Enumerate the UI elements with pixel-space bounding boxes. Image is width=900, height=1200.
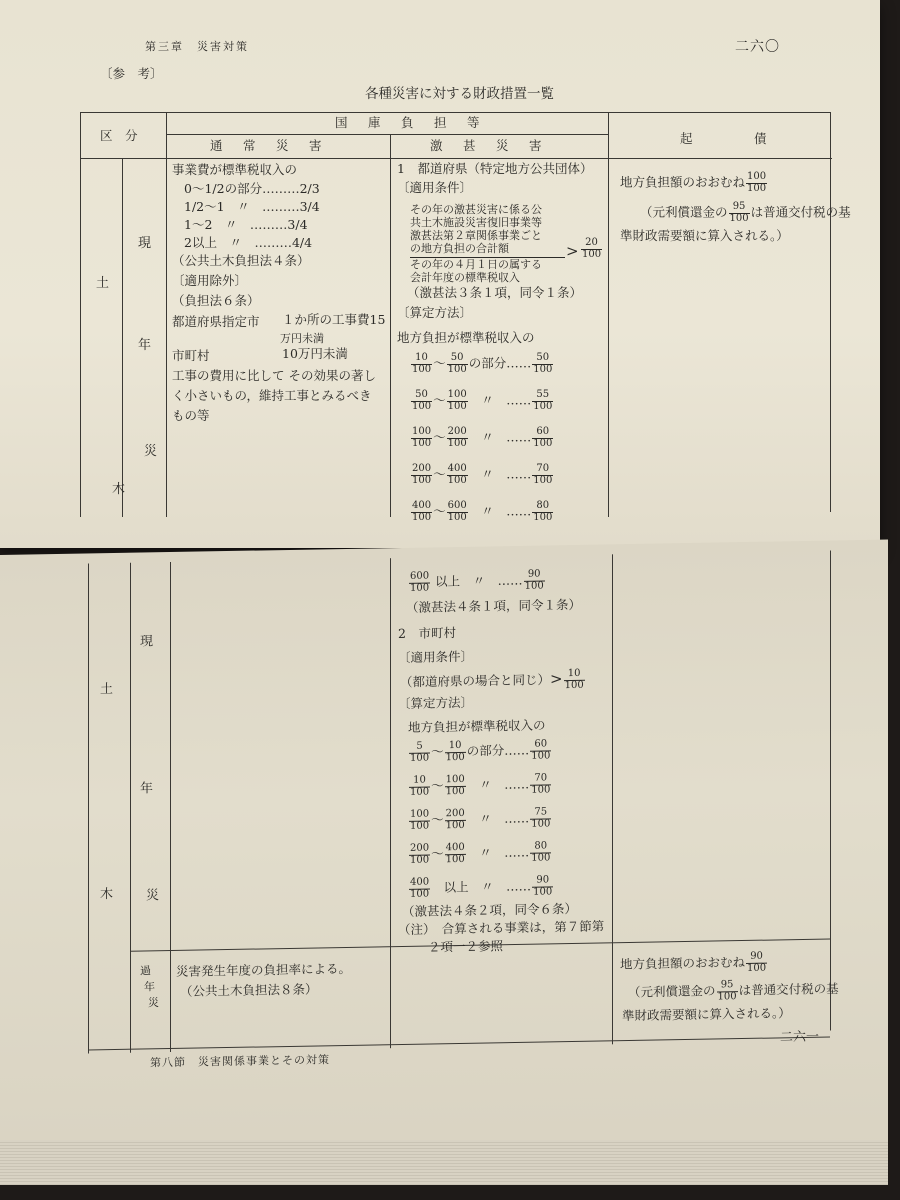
tsujo-pref-value-2: 万円未満 (280, 332, 324, 345)
top-page (0, 0, 880, 548)
leader-dots: …… (506, 466, 532, 482)
tilde: ～ (431, 811, 444, 827)
cont-law2: （激甚法４条２項，同令６条） (402, 900, 578, 919)
fraction-numerator: 90 (746, 952, 767, 964)
ditto-mark: 〃 (479, 844, 492, 861)
gekijin-cond-label: 〔適用条件〕 (397, 180, 473, 195)
running-header: 第三章 災害対策 (145, 40, 249, 53)
tsujo-note-3: もの等 (172, 408, 210, 423)
fraction-denominator: 100 (747, 962, 767, 974)
ditto-mark: 〃 (472, 573, 486, 589)
fraction-numerator: 70 (530, 773, 551, 785)
fraction-denominator: 100 (533, 474, 553, 486)
fraction-numerator: 400 (445, 841, 465, 854)
row-label-nen2: 年 (144, 980, 155, 994)
table-border (390, 134, 391, 517)
fraction-denominator: 100 (729, 212, 749, 224)
fraction (411, 501, 432, 523)
kisai-line1-text: 地方負担額のおおむね (620, 174, 746, 190)
fraction-denominator: 100 (531, 817, 551, 830)
tilde: ～ (433, 392, 446, 408)
tsujo-note-2: く小さいもの，維持工事とみるべき (172, 388, 372, 403)
ditto-mark: 〃 (481, 429, 494, 445)
fraction-numerator: 600 (410, 570, 430, 582)
fraction-numerator: 10 (409, 775, 430, 787)
fraction-denominator: 100 (410, 854, 430, 866)
book-page-edges (0, 1140, 888, 1185)
cont-law1: （激甚法４条１項，同令１条） (406, 596, 582, 615)
fraction-numerator: 90 (524, 569, 545, 581)
fraction (445, 809, 466, 831)
kisai-line2 (640, 202, 851, 224)
table-border (80, 112, 81, 517)
fraction-denominator: 100 (531, 749, 551, 762)
fraction-numerator: 95 (729, 202, 750, 214)
leader-dots: …… (504, 810, 530, 826)
fraction (411, 427, 432, 449)
fraction-numerator: 400 (412, 500, 432, 511)
cont-calc-intro: 地方負担が標準税収入の (408, 717, 546, 735)
ditto-mark: 〃 (481, 878, 494, 895)
reference-label: 〔参 考〕 (100, 66, 163, 81)
fraction-numerator: 50 (447, 353, 468, 365)
table-border (88, 563, 89, 1053)
fraction-denominator: 100 (531, 783, 551, 796)
table-title: 各種災害に対する財政措置一覧 (365, 86, 554, 102)
kisai2-line1-text: 地方負担額のおおむね (620, 954, 746, 972)
tsujo-rate-1: 0～1/2の部分………2/3 (184, 181, 320, 196)
tsujo-rate-4: 2以上 〃 ………4/4 (184, 235, 313, 250)
gekijin-calc-label: 〔算定方法〕 (397, 305, 473, 320)
leader-dots: …… (497, 572, 523, 588)
kanen-line2: （公共土木負担法８条） (180, 981, 318, 999)
fraction-numerator: 60 (530, 739, 551, 751)
fraction-denominator: 100 (533, 363, 553, 375)
tilde: ～ (433, 503, 446, 519)
row-label-gen: 現 (140, 634, 154, 650)
cont-note-2: ２項一２参照 (428, 938, 504, 955)
table-rule (80, 158, 832, 159)
table-border (390, 558, 391, 1048)
fraction (411, 390, 432, 412)
fraction-denominator: 100 (582, 248, 602, 260)
fraction-numerator: 20 (581, 238, 602, 250)
kisai-line1 (620, 172, 768, 194)
tilde: ～ (433, 355, 446, 371)
cont-row-600 (408, 569, 546, 593)
gekijin-calc-intro: 地方負担が標準税収入の (397, 330, 535, 345)
fraction-numerator: 50 (411, 390, 432, 402)
cont-cond-label: 〔適用条件〕 (398, 648, 474, 666)
kanen-line1: 災害発生年度の負担率による。 (176, 960, 352, 979)
fraction-denominator: 100 (445, 853, 465, 865)
fraction (447, 464, 468, 486)
ditto-mark: 〃 (479, 776, 492, 793)
header-kokko: 国 庫 負 担 等 (335, 115, 484, 130)
row-label-nen: 年 (140, 781, 154, 797)
header-kubun: 区 分 (100, 128, 138, 143)
kisai2-line2-text: は普通交付税の基 (738, 980, 839, 998)
row-label-sai: 災 (146, 888, 160, 904)
fraction (445, 843, 466, 865)
row-label-moku: 木 (100, 887, 114, 903)
rate-row (408, 841, 552, 866)
fraction-denominator: 100 (445, 751, 465, 763)
fraction-numerator: 400 (410, 876, 430, 888)
fraction-denominator: 100 (445, 785, 465, 797)
fraction-numerator: 200 (410, 842, 430, 854)
row-label-ka: 過 (140, 964, 151, 978)
row-label-moku: 木 (112, 482, 126, 497)
fraction-denominator: 100 (412, 363, 432, 375)
gekijin-cond-gt: > (566, 242, 579, 260)
fraction-numerator: 100 (445, 773, 465, 786)
fraction (532, 501, 553, 523)
tsujo-rate-2: 1/2～1 〃 ………3/4 (184, 199, 320, 214)
fraction-numerator: 600 (447, 500, 467, 511)
fraction (530, 807, 551, 829)
leader-dots: …… (506, 355, 532, 371)
ijo-text: 以上 (443, 879, 469, 895)
fraction-numerator: 60 (532, 427, 553, 439)
fraction-numerator: 200 (445, 807, 465, 820)
tsujo-rate-3: 1～2 〃 ………3/4 (184, 217, 308, 232)
row-label-nen: 年 (138, 338, 152, 353)
fraction (447, 501, 468, 523)
fraction-numerator: 100 (412, 426, 432, 437)
ditto-mark: 〃 (479, 810, 492, 827)
leader-dots: …… (506, 392, 532, 408)
fraction-numerator: 80 (530, 841, 551, 853)
rate-row (410, 390, 554, 412)
fraction-numerator: 400 (447, 463, 467, 474)
tilde: ～ (431, 777, 444, 793)
fraction-denominator: 100 (747, 182, 767, 194)
fraction-denominator: 100 (410, 820, 430, 832)
fraction-denominator: 100 (412, 400, 432, 412)
table-border (830, 112, 831, 512)
fraction-denominator: 100 (533, 437, 553, 449)
gt-sign: > (550, 669, 563, 688)
fraction (445, 775, 466, 797)
gekijin-cond-3: 激甚法第２章関係事業ごと (410, 229, 542, 242)
leader-dots: …… (506, 503, 532, 519)
fraction (530, 773, 551, 795)
kisai2-line2 (628, 978, 839, 1004)
row-label-do: 土 (100, 682, 114, 698)
fraction-denominator: 100 (412, 437, 432, 449)
fraction-denominator: 100 (412, 474, 432, 486)
bubun-text: の部分 (468, 355, 507, 371)
header-gekijin: 激 甚 災 害 (430, 138, 546, 153)
rate-row (410, 501, 554, 523)
fraction-numerator: 90 (532, 875, 553, 887)
fraction (447, 390, 468, 412)
fraction-numerator: 100 (447, 389, 467, 400)
row-label-gen: 現 (138, 236, 152, 251)
cont-calc-label: 〔算定方法〕 (398, 694, 474, 712)
gekijin-cond-threshold (580, 238, 603, 260)
fraction-denominator: 100 (717, 990, 737, 1002)
ditto-mark: 〃 (481, 392, 494, 408)
fraction-denominator: 100 (410, 888, 430, 900)
fraction-numerator: 10 (411, 353, 432, 365)
fraction-numerator: 200 (412, 463, 432, 474)
table-border (170, 562, 171, 1052)
leader-dots: …… (506, 878, 532, 894)
fraction-numerator: 100 (410, 808, 430, 820)
cont-head2: 2 市町村 (398, 625, 456, 642)
gekijin-cond-1: その年の激甚災害に係る公 (410, 203, 542, 216)
gekijin-head: 1 都道府県（特定地方公共団体） (397, 161, 593, 176)
leader-dots: …… (504, 776, 530, 792)
table-border (130, 563, 131, 1053)
tsujo-pref-value-1: １か所の工事費15 (282, 312, 386, 327)
fraction-denominator: 100 (447, 363, 467, 375)
kisai2-line3: 準財政需要額に算入される。） (622, 1005, 791, 1024)
table-border (608, 112, 609, 517)
rate-row (410, 427, 554, 449)
leader-dots: …… (506, 429, 532, 445)
fraction (409, 843, 430, 865)
fraction (445, 741, 466, 763)
page-number-bottom: 二六一 (780, 1029, 820, 1046)
fraction (409, 775, 430, 797)
tilde: ～ (433, 429, 446, 445)
rate-row (408, 807, 552, 832)
fraction-denominator: 100 (564, 679, 584, 691)
table-border (612, 554, 613, 1044)
kisai2-line2-text: （元利償還金の (628, 983, 716, 1000)
gekijin-cond-6: 会計年度の標準税収入 (410, 271, 520, 284)
fraction (532, 427, 553, 449)
fraction-numerator: 5 (409, 741, 430, 753)
fraction-numerator: 200 (447, 426, 467, 437)
gekijin-law: （激甚法３条１項，同令１条） (407, 285, 583, 300)
tilde: ～ (431, 845, 444, 861)
bottom-page (0, 539, 888, 1180)
cont-note-1: （注） 合算される事業は，第７節第 (398, 918, 605, 938)
fraction-numerator: 80 (532, 501, 553, 513)
fraction-numerator: 50 (532, 353, 553, 365)
fraction-denominator: 100 (447, 437, 467, 449)
kisai-line3: 準財政需要額に算入される。） (620, 228, 789, 243)
fraction-denominator: 100 (447, 400, 467, 412)
fraction-denominator: 100 (524, 580, 544, 592)
table-border (122, 158, 123, 517)
table-border (166, 112, 167, 517)
fraction (411, 464, 432, 486)
fraction-denominator: 100 (533, 885, 553, 898)
fraction (409, 741, 430, 763)
fraction-denominator: 100 (410, 582, 430, 594)
fraction (447, 427, 468, 449)
fraction-denominator: 100 (412, 511, 432, 523)
fraction (411, 353, 432, 375)
tsujo-pref-label: 都道府県指定市 (172, 314, 260, 329)
kisai-line2-text: （元利償還金の (640, 204, 728, 220)
tilde: ～ (433, 466, 446, 482)
row-label-sai: 災 (144, 444, 158, 459)
fraction-numerator: 95 (717, 980, 738, 992)
gekijin-cond-4: の地方負担の合計額 (410, 240, 565, 258)
header-kisai: 起 債 (680, 131, 773, 146)
ditto-mark: 〃 (481, 466, 494, 482)
gekijin-cond-2: 共土木施設災害復旧事業等 (410, 216, 542, 229)
table-rule (166, 134, 608, 135)
fraction-numerator: 75 (530, 807, 551, 819)
fraction-denominator: 100 (533, 400, 553, 412)
footer-chapter: 第八節 災害関係事業とその対策 (150, 1053, 330, 1070)
fraction-numerator: 70 (532, 464, 553, 476)
table-rule (80, 112, 830, 113)
ditto-mark: 〃 (481, 503, 494, 519)
tsujo-line1: 事業費が標準税収入の (172, 162, 298, 177)
tilde: ～ (431, 743, 444, 759)
tsujo-city-label: 市町村 (172, 348, 210, 363)
bubun-text: の部分 (466, 742, 505, 759)
fraction-denominator: 100 (531, 851, 551, 864)
fraction-numerator: 55 (532, 390, 553, 402)
rate-row (408, 739, 552, 764)
row-label-do: 土 (96, 276, 110, 291)
fraction (409, 809, 430, 831)
gekijin-cond-5: その年の４月１日の属する (410, 258, 542, 271)
fraction-numerator: 10 (564, 669, 585, 681)
leader-dots: …… (504, 742, 530, 758)
tsujo-note-1: 工事の費用に比して その効果の著し (172, 368, 376, 383)
cont-cond-text (400, 669, 586, 694)
fraction (532, 353, 553, 375)
fraction-denominator: 100 (533, 511, 553, 523)
table-border (830, 550, 831, 1030)
tsujo-city-value: 10万円未満 (282, 346, 348, 361)
kisai2-line1 (620, 952, 768, 977)
fraction-denominator: 100 (447, 511, 467, 523)
fraction (532, 464, 553, 486)
fraction-numerator: 100 (747, 171, 767, 182)
table-rule (88, 1037, 830, 1051)
fraction-denominator: 100 (445, 819, 465, 831)
fraction (530, 841, 551, 863)
rate-row (410, 353, 554, 375)
fraction-denominator: 100 (410, 786, 430, 798)
cond-text: （都道府県の場合と同じ） (400, 671, 551, 690)
tsujo-exclusion-law: （負担法６条） (172, 293, 260, 308)
fraction-denominator: 100 (410, 752, 430, 764)
page-number: 二六〇 (735, 39, 780, 55)
rate-row (410, 464, 554, 486)
tsujo-law: （公共土木負担法４条） (172, 253, 310, 268)
rate-row (408, 773, 552, 798)
ijo-text: 以上 (435, 573, 461, 589)
fraction (530, 739, 551, 761)
tsujo-exclusion: 〔適用除外〕 (172, 273, 248, 288)
fraction (532, 390, 553, 412)
header-tsujo: 通 常 災 害 (210, 138, 326, 153)
row-label-sai2: 災 (148, 996, 159, 1010)
kisai-line2-text: は普通交付税の基 (750, 204, 851, 220)
leader-dots: …… (504, 844, 530, 860)
cont-row-last (408, 875, 554, 900)
fraction-numerator: 10 (445, 741, 466, 753)
fraction (447, 353, 468, 375)
fraction-denominator: 100 (447, 474, 467, 486)
